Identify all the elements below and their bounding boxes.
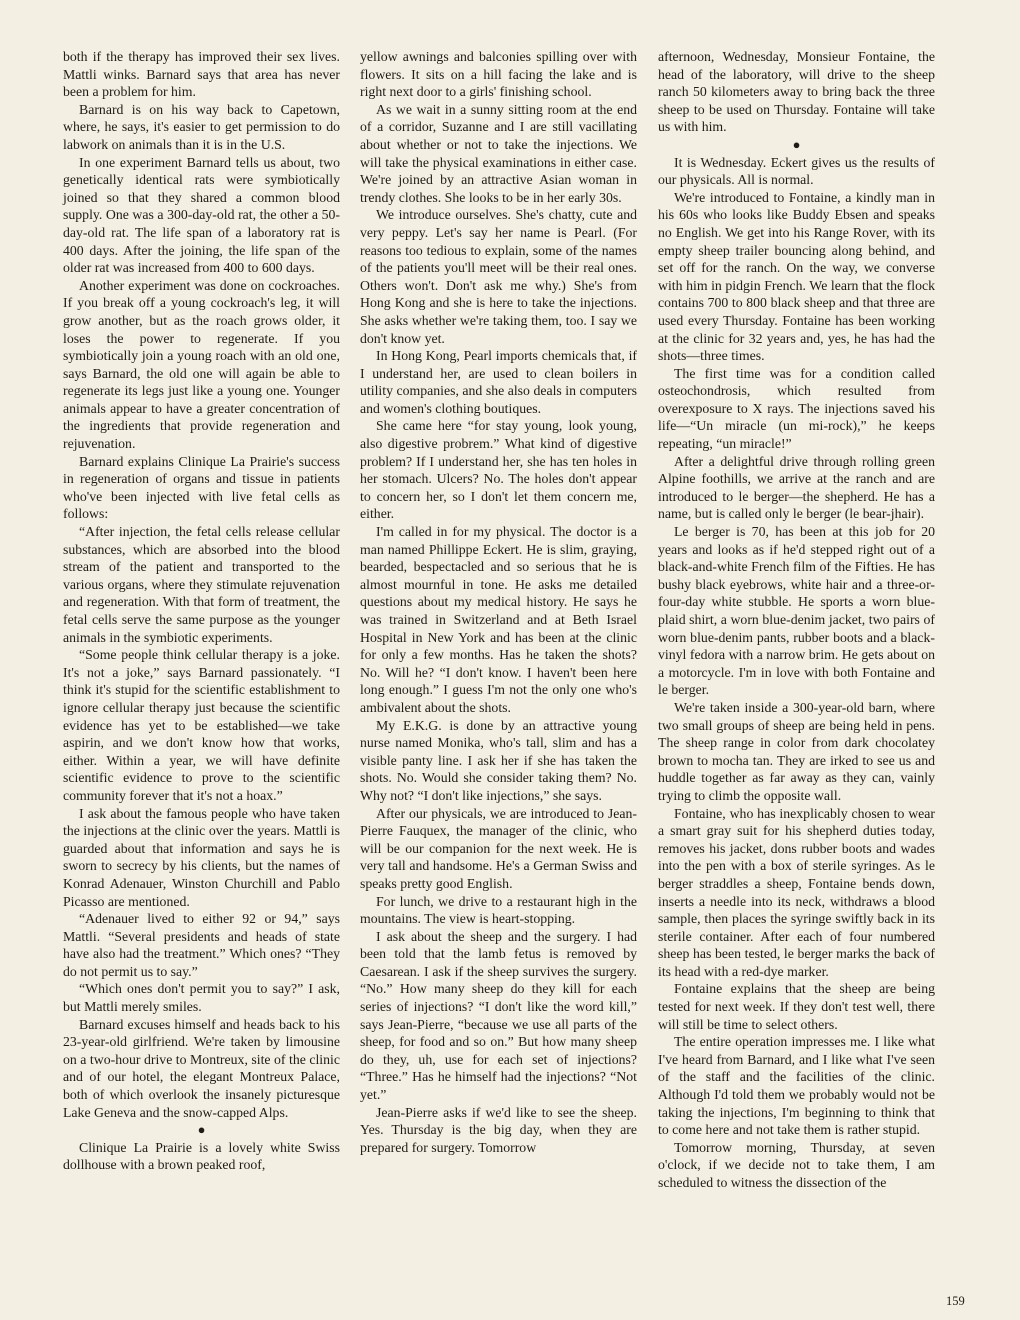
paragraph: yellow awnings and balconies spilling over with flowers. It sits on a hill facing the lake and is right next door to a girls' finishing school. [360,49,637,100]
paragraph: Fontaine, who has inexplicably chosen to wear a smart gray suit for his shepherd duties today, removes his jacket, dons rubber boots and wades into the pen with a box of sterile syringes. As le berger straddles a sheep, Fontaine bends down, inserts a needle into its neck, withdraws a blood sample, then places the syringe swiftly back in its sterile container. After each of four numbered sheep has been tested, le berger marks the back of its head with a red-dye marker. [658,805,935,979]
paragraph: “Some people think cellular therapy is a joke. It's not a joke,” says Barnard passionately. “I think it's stupid for the scientific establishment to ignore cellular therapy just because the scientific evidence has yet to be established—we take aspirin, and we don't know how that works, either. Within a year, we will have definite scientific evidence to prove to the scientific community forever that it's not a hoax.” [63,647,340,803]
paragraph: Jean-Pierre asks if we'd like to see the sheep. Yes. Thursday is the big day, when they are prepared for surgery. Tomorrow [360,1104,637,1155]
text-column-2 [360,48,637,1156]
paragraph: Tomorrow morning, Thursday, at seven o'clock, if we decide not to take them, I am scheduled to witness the dissection of the [658,1139,935,1190]
paragraph: It is Wednesday. Eckert gives us the results of our physicals. All is normal. [658,154,935,188]
page-number: 159 [946,1294,965,1308]
paragraph: Barnard is on his way back to Capetown, where, he says, it's easier to get permission to do labwork on animals than it is in the U.S. [63,101,340,152]
paragraph: As we wait in a sunny sitting room at the end of a corridor, Suzanne and I are still vacillating about whether or not to take the injections. We will take the physical examinations in either case. We're joined by an attractive Asian woman in trendy clothes. She looks to be in her early 30s. [360,101,637,205]
text-column-1 [63,48,340,1174]
section-break-bullet: ● [197,1122,206,1138]
paragraph: I'm called in for my physical. The doctor is a man named Phillippe Eckert. He is slim, graying, bearded, bespectacled and so serious that he is almost mournful in tone. He asks me detailed questions about my medical history. He says he was trained in Switzerland and at Beth Israel Hospital in New York and has been at the clinic for only a few months. Has he taken the shots? No. Will he? “I don't know. I haven't been here long enough.” I guess I'm not the only one who's ambivalent about the shots. [360,524,637,715]
paragraph: Barnard excuses himself and heads back to his 23-year-old girlfriend. We're taken by limousine on a two-hour drive to Montreux, site of the clinic and of our hotel, the elegant Montreux Palace, both of which overlook the insanely picturesque Lake Geneva and the snow-capped Alps. [63,1016,340,1120]
paragraph: “Which ones don't permit you to say?” I ask, but Mattli merely smiles. [63,981,340,1015]
paragraph: both if the therapy has improved their sex lives. Mattli winks. Barnard says that area has never been a problem for him. [63,49,340,100]
paragraph: My E.K.G. is done by an attractive young nurse named Monika, who's tall, slim and has a visible panty line. I ask her if she has taken the shots. No. Would she consider taking them? No. Why not? “I don't like injections,” she says. [360,717,637,803]
paragraph: I ask about the sheep and the surgery. I had been told that the lamb fetus is removed by Caesarean. I ask if the sheep survives the surgery. “No.” How many sheep do they kill for each series of injections? “I don't like the word kill,” says Jean-Pierre, “because we use all parts of the sheep, for food and so on.” But how many sheep do they, uh, use for each set of injections? “Three.” Has he himself had the injections? “Not yet.” [360,928,637,1103]
paragraph: For lunch, we drive to a restaurant high in the mountains. The view is heart-stopping. [360,893,637,927]
paragraph: Another experiment was done on cockroaches. If you break off a young cockroach's leg, it will grow another, but as the roach grows older, it loses the power to regenerate. If you symbiotically join a young roach with an old one, says Barnard, the old one will again be able to regenerate its legs just like a young one. Younger animals appear to have a greater concentration of the ingredients that provide regeneration and rejuvenation. [63,277,340,452]
paragraph: In Hong Kong, Pearl imports chemicals that, if I understand her, are used to clean boilers in utility companies, and she also deals in computers and women's clothing boutiques. [360,348,637,416]
paragraph: We're taken inside a 300-year-old barn, where two small groups of sheep are being held in pens. The sheep range in color from dark chocolatey brown to mocha tan. They are irked to see us and huddle together as far away as they can, vainly trying to climb the opposite wall. [658,699,935,803]
paragraph: We're introduced to Fontaine, a kindly man in his 60s who looks like Buddy Ebsen and speaks no English. We get into his Range Rover, with its empty sheep trailer bouncing along behind, and set off for the ranch. On the way, we converse with him in pidgin French. We learn that the flock contains 700 to 800 black sheep and that three are used every Thursday. Fontaine has been working at the clinic for 32 years and, yes, he has had the shots—three times. [658,189,935,364]
section-break-bullet: ● [792,136,801,152]
paragraph: Clinique La Prairie is a lovely white Swiss dollhouse with a brown peaked roof, [63,1139,340,1173]
paragraph: She came here “for stay young, look young, also digestive probrem.” What kind of digestive problem? If I understand her, she has ten holes in her stomach. Ulcers? No. The holes don't appear to concern her, so I don't let them concern me, either. [360,418,637,522]
paragraph: “Adenauer lived to either 92 or 94,” says Mattli. “Several presidents and heads of state have also had the treatment.” Which ones? “They do not permit us to say.” [63,911,340,979]
paragraph: afternoon, Wednesday, Monsieur Fontaine, the head of the laboratory, will drive to the sheep ranch 50 kilometers away to bring back the three sheep to be used on Thursday. Fontaine will take us with him. [658,49,935,135]
paragraph: The first time was for a condition called osteochondrosis, which resulted from overexposure to X rays. The injections saved his life—“Un miracle (un mi-rock),” he keeps repeating, “un miracle!” [658,365,935,452]
paragraph: We introduce ourselves. She's chatty, cute and very peppy. Let's say her name is Pearl. (For reasons too tedious to explain, some of the names of the patients you'll meet will be their real ones. Others won't. Don't ask me why.) She's from Hong Kong and she is here to take the injections. She asks whether we're taking them, too. I say we don't know yet. [360,207,637,346]
paragraph: Fontaine explains that the sheep are being tested for next week. If they don't test well, there will still be time to select others. [658,981,935,1032]
paragraph: Le berger is 70, has been at this job for 20 years and looks as if he'd stepped right out of a black-and-white French film of the Fifties. He has bushy black eyebrows, white hair and a three-or-four-day white stubble. He sports a worn blue-plaid shirt, a worn blue-denim jacket, two pairs of worn blue-denim pants, rubber boots and a black-vinyl fedora with a narrow brim. He gets about on a motorcycle. I'm in love with both Fontaine and le berger. [658,524,935,698]
paragraph: I ask about the famous people who have taken the injections at the clinic over the years. Mattli is guarded about that information and says he is sworn to secrecy by his clients, but the names of Konrad Adenauer, Winston Churchill and Pablo Picasso are mentioned. [63,805,340,909]
paragraph: Barnard explains Clinique La Prairie's success in regeneration of organs and tissue in patients who've been injected with live fetal cells as follows: [63,453,340,522]
text-column-3 [658,48,935,1192]
paragraph: In one experiment Barnard tells us about, two genetically identical rats were symbiotically joined so that they shared a common blood supply. One was a 300-day-old rat, the other a 50-day-old rat. The life span of a laboratory rat is 400 days. After the joining, the life span of the older rat was increased from 400 to 600 days. [63,154,340,276]
paragraph: After our physicals, we are introduced to Jean-Pierre Fauquex, the manager of the clinic, who will be our companion for the next week. He is very tall and handsome. He's a German Swiss and speaks pretty good English. [360,805,637,891]
paragraph: “After injection, the fetal cells release cellular substances, which are absorbed into the blood stream of the patient and transported to the various organs, where they stimulate rejuvenation and regeneration. With that form of treatment, the fetal cells serve the same purpose as the younger animals in the symbiotic experiments. [63,524,340,645]
paragraph: The entire operation impresses me. I like what I've heard from Barnard, and I like what I've seen of the staff and the facilities of the clinic. Although I'd told them we probably would not be taking the injections, I'm beginning to think that to come here and not take them is rather stupid. [658,1034,935,1138]
paragraph: After a delightful drive through rolling green Alpine foothills, we arrive at the ranch and are introduced to le berger—the shepherd. He has a name, but is called only le berger (le bear-jhair). [658,453,935,522]
